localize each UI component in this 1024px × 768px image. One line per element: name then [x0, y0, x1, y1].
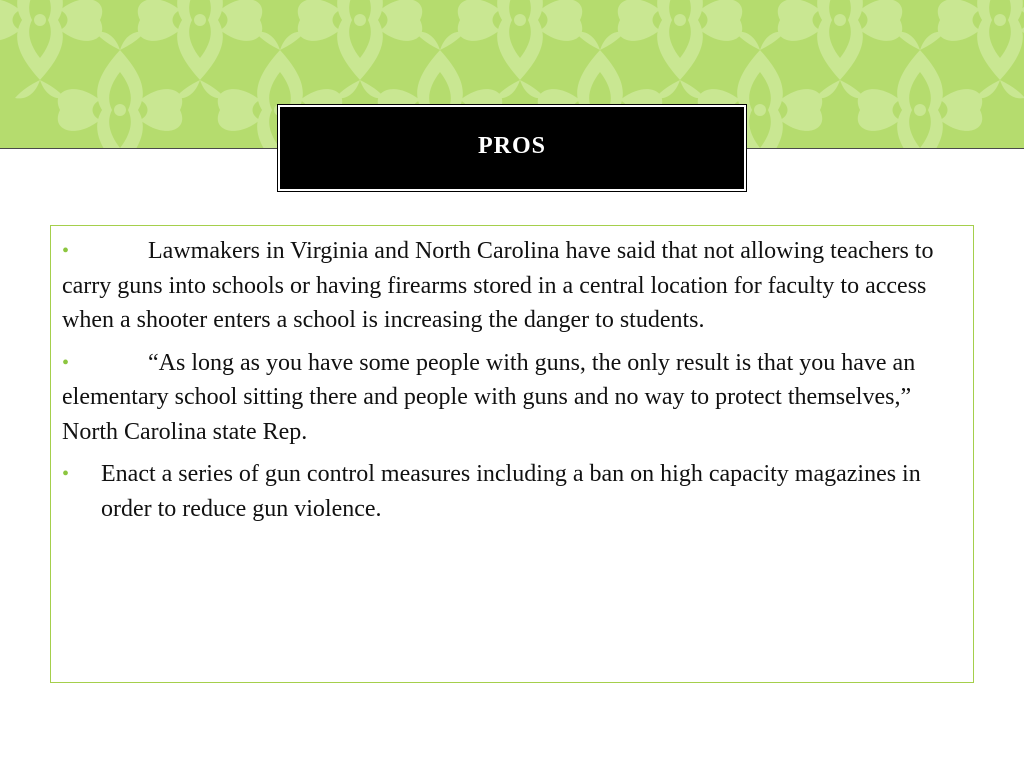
title-panel: [280, 107, 744, 189]
list-item: • “As long as you have some people with guns, the only result is that you have an elementary school sitting there and people with guns and no way to protect themselves,” North Carolina state Rep.: [62, 349, 916, 445]
title-frame: [277, 104, 747, 192]
bullet-text: “As long as you have some people with guns, the only result is that you have an elementary school sitting there and people with guns and no way to protect themselves,” North Carolina state Rep.: [62, 349, 916, 445]
bullet-text: Lawmakers in Virginia and North Carolina have said that not allowing teachers to carry guns into schools or having firearms stored in a central location for faculty to access when a shooter enters a school is increasing the danger to students.: [62, 238, 934, 333]
bullet-text: Enact a series of gun control measures including a ban on high capacity magazines in order to reduce gun violence.: [101, 461, 921, 522]
list-item: • Enact a series of gun control measures including a ban on high capacity magazines in order to reduce gun violence.: [62, 461, 921, 522]
list-item: • Lawmakers in Virginia and North Carolina have said that not allowing teachers to carry guns into schools or having firearms stored in a central location for faculty to access when a shooter enters a school is increasing the danger to students.: [62, 238, 934, 333]
bullet-list: [62, 234, 962, 534]
slide-title: PROS: [477, 133, 546, 159]
content-placeholder: [50, 225, 974, 683]
